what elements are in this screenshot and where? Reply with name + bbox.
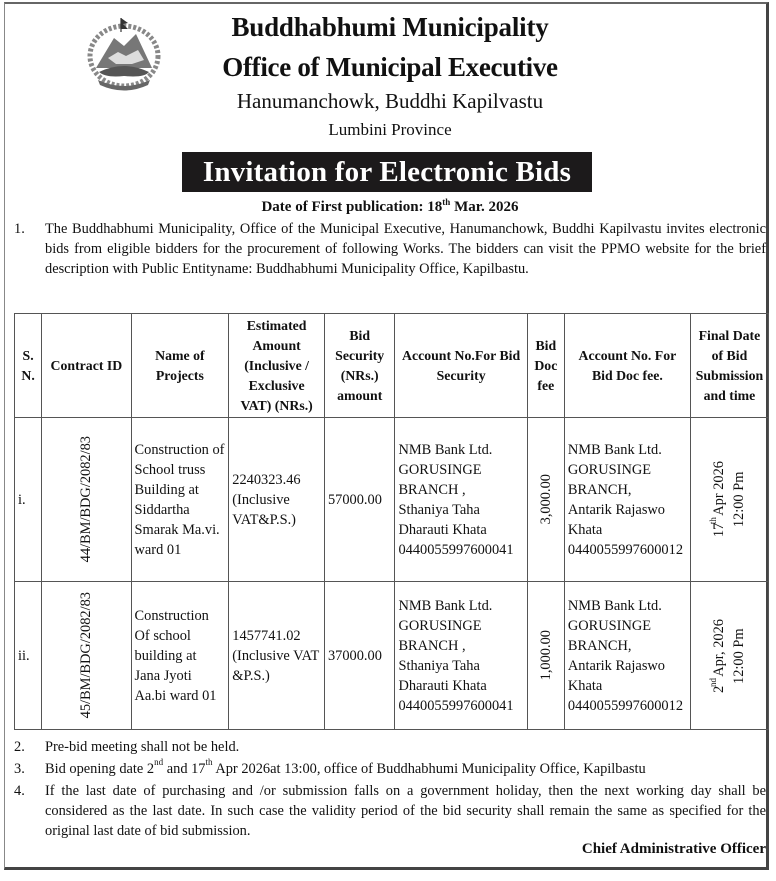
- header-sn: S. N.: [15, 314, 42, 418]
- account-number: 0440055997600012: [567, 697, 684, 714]
- contract-id-text: 44/BM/BDG/2082/83: [78, 436, 95, 563]
- publication-date: [180, 199, 600, 216]
- paragraph-3: [14, 759, 766, 779]
- cell-bid-doc-fee: [527, 418, 564, 582]
- account-line: NMB Bank Ltd.: [567, 597, 662, 614]
- signatory-title: Chief Administrative Officer: [581, 841, 766, 857]
- account-line: NMB Bank Ltd.: [567, 441, 662, 458]
- cell-estimated-amount: [229, 418, 325, 582]
- account-line: GORUSINGE: [567, 617, 652, 634]
- table-header-row: [15, 314, 769, 418]
- cell-final-date: [690, 582, 768, 730]
- account-line: GORUSINGE: [398, 461, 482, 478]
- text-segment: and 17: [166, 761, 206, 777]
- account-line: BRANCH ,: [398, 481, 466, 498]
- notice-title-banner: Invitation for Electronic Bids: [182, 152, 592, 192]
- nepal-government-emblem-icon: [74, 12, 174, 94]
- header-account-bid-security: Account No.For Bid Security: [395, 314, 527, 418]
- account-line: BRANCH ,: [398, 637, 466, 654]
- office-address: Hanumanchowk, Buddhi Kapilvastu: [236, 89, 544, 113]
- final-date-text: [709, 461, 749, 537]
- estimated-amount-note: (Inclusive VAT&P.S.): [232, 491, 296, 528]
- account-line: Dharauti Khata: [398, 521, 487, 538]
- account-number: 0440055997600041: [398, 697, 514, 714]
- account-line: Khata: [567, 521, 603, 538]
- estimated-amount-value: 1457741.02: [232, 627, 301, 644]
- header-bid-doc-fee: Bid Doc fee: [527, 314, 564, 418]
- province-name: Lumbini Province: [328, 120, 452, 139]
- table-row: [15, 582, 769, 730]
- paragraph-number: 3.: [14, 761, 25, 777]
- cell-sn: ii.: [15, 582, 42, 730]
- text-segment: Bid opening date 2: [45, 761, 155, 777]
- header-account-doc-fee: Account No. For Bid Doc fee.: [564, 314, 690, 418]
- publication-month-year: Mar. 2026: [450, 199, 519, 215]
- paragraph-text: Pre-bid meeting shall not be held.: [45, 739, 240, 755]
- paragraph-2: [14, 737, 766, 757]
- account-number: 0440055997600041: [398, 541, 514, 558]
- cell-project-name: Construction of School truss Building at Siddartha Smarak Ma.vi. ward 01: [131, 418, 229, 582]
- doc-fee-text: 3,000.00: [537, 474, 554, 525]
- doc-fee-text: 1,000.00: [537, 630, 554, 681]
- publication-day: 18: [427, 199, 443, 215]
- office-name: Office of Municipal Executive: [222, 52, 558, 82]
- account-line: GORUSINGE: [567, 461, 652, 478]
- date-day: 2: [711, 685, 728, 693]
- contract-id-text: 45/BM/BDG/2082/83: [78, 592, 95, 719]
- date-day: 17: [711, 523, 728, 538]
- final-date-text: [709, 619, 749, 693]
- date-suffix: nd: [708, 677, 719, 687]
- account-line: BRANCH,: [567, 481, 632, 498]
- header-estimated-amount: Estimated Amount (Inclusive / Exclusive VAT) (NRs.): [229, 314, 325, 418]
- publication-label: Date of First publication:: [261, 199, 428, 215]
- header-project-name: Name of Projects: [131, 314, 229, 418]
- cell-contract-id: [42, 582, 131, 730]
- estimated-amount-value: 2240323.46: [232, 471, 301, 488]
- publication-day-suffix: th: [442, 197, 451, 207]
- account-line: Sthaniya Taha: [398, 657, 480, 674]
- account-number: 0440055997600012: [567, 541, 684, 558]
- account-line: Antarik Rajaswo: [567, 501, 666, 518]
- cell-final-date: [690, 418, 768, 582]
- header-contract-id: Contract ID: [42, 314, 131, 418]
- cell-estimated-amount: [229, 582, 325, 730]
- account-line: Antarik Rajaswo: [567, 657, 666, 674]
- date-month-year: Apr, 2026: [711, 618, 728, 677]
- text-segment: Apr 2026at 13:00, office of Buddhabhumi Municipality Office, Kapilbastu: [215, 761, 646, 777]
- cell-bid-security: 37000.00: [324, 582, 395, 730]
- cell-account-doc-fee: [564, 418, 690, 582]
- estimated-amount-note: (Inclusive VAT &P.S.): [232, 647, 319, 684]
- header-bid-security: Bid Security (NRs.) amount: [324, 314, 395, 418]
- account-line: NMB Bank Ltd.: [398, 441, 493, 458]
- header-final-date: Final Date of Bid Submission and time: [690, 314, 768, 418]
- date-suffix: th: [708, 517, 719, 525]
- ordinal-suffix: nd: [154, 757, 164, 767]
- account-line: Dharauti Khata: [398, 677, 487, 694]
- paragraph-1: [14, 219, 766, 279]
- paragraph-text: If the last date of purchasing and /or submission falls on a government holiday, then the next working day shall be considered as the last date. In such case the validity period of the bid security shall remain the same as specified for the original last date of bid submission.: [45, 783, 766, 839]
- table-row: [15, 418, 769, 582]
- submission-time: 12:00 Pm: [731, 627, 748, 684]
- cell-account-bid-security: [395, 582, 527, 730]
- account-line: NMB Bank Ltd.: [398, 597, 493, 614]
- cell-bid-security: 57000.00: [324, 418, 395, 582]
- paragraph-text: [45, 759, 766, 779]
- account-line: BRANCH,: [567, 637, 632, 654]
- cell-account-bid-security: [395, 418, 527, 582]
- paragraph-number: 2.: [14, 739, 25, 755]
- ordinal-suffix: th: [205, 757, 213, 767]
- account-line: Khata: [567, 677, 603, 694]
- paragraph-4: [14, 781, 766, 841]
- cell-project-name: Construction Of school building at Jana Jyoti Aa.bi ward 01: [131, 582, 229, 730]
- submission-time: 12:00 Pm: [731, 471, 748, 528]
- paragraph-text: The Buddhabhumi Municipality, Office of the Municipal Executive, Hanumanchowk, Buddhi Kapilvastu invites electronic bids from eligible bidders for the procurement of following Works. The bidders can visit the PPMO website for the brief description with Public Entityname: Buddhabhumi Municipality Office, Kapilbastu.: [45, 221, 766, 277]
- bids-table: [14, 313, 769, 730]
- cell-bid-doc-fee: [527, 582, 564, 730]
- municipality-name: Buddhabhumi Municipality: [231, 12, 549, 42]
- account-line: GORUSINGE: [398, 617, 482, 634]
- paragraph-number: 1.: [14, 221, 25, 237]
- cell-contract-id: [42, 418, 131, 582]
- account-line: Sthaniya Taha: [398, 501, 480, 518]
- cell-account-doc-fee: [564, 582, 690, 730]
- paragraph-number: 4.: [14, 783, 25, 799]
- cell-sn: i.: [15, 418, 42, 582]
- date-month-year: Apr 2026: [711, 461, 728, 517]
